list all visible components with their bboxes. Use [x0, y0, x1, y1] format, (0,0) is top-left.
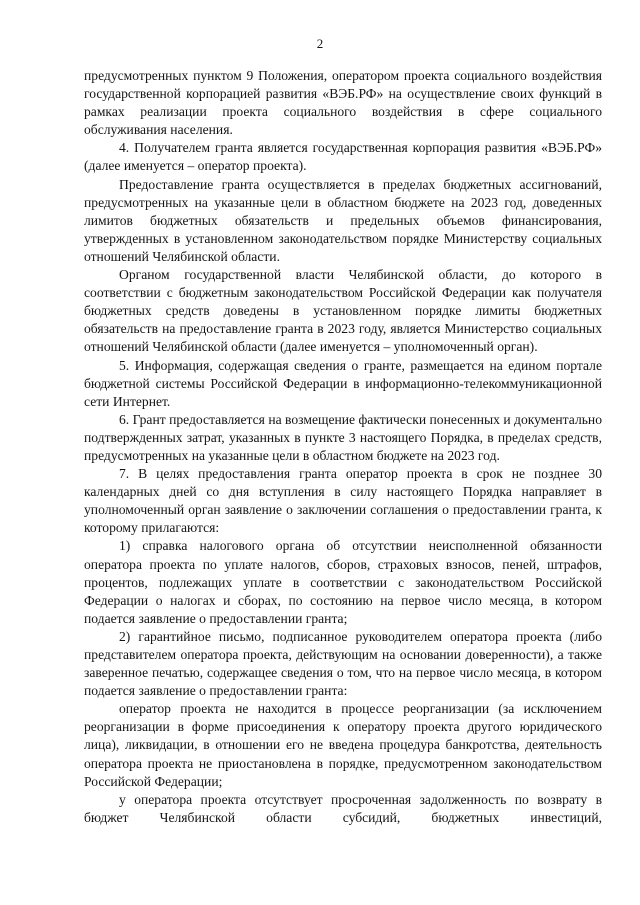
paragraph-reorganization: оператор проекта не находится в процессе реорганизации (за исключением реорганизации в форме присоединения к оператору проекта другого юридического лица), ликвидации, в отношении его не введена процедура банкротства, деятельность оператора проекта не приостановлена в порядке, предусмотренном законодательством Российской Федерации;: [84, 701, 602, 789]
paragraph-item-4: 4. Получателем гранта является государственная корпорация развития «ВЭБ.РФ» (далее именуется – оператор проекта).: [84, 140, 602, 174]
paragraph-debt: у оператора проекта отсутствует просроченная задолженность по возврату в бюджет Челябинской области субсидий, бюджетных инвестиций,: [84, 791, 602, 825]
paragraph-item-6: 6. Грант предоставляется на возмещение фактически понесенных и документально подтвержденных затрат, указанных в пункте 3 настоящего Порядка, в пределах средств, предусмотренных на указанные цели в областном бюджете на 2023 год.: [84, 411, 602, 463]
paragraph-item-5: 5. Информация, содержащая сведения о гранте, размещается на едином портале бюджетной системы Российской Федерации в информационно-телекоммуникационной сети Интернет.: [84, 357, 602, 409]
page-number: 2: [316, 36, 324, 51]
paragraph-subitem-2: 2) гарантийное письмо, подписанное руководителем оператора проекта (либо представителем оператора проекта, действующим на основании доверенности), а также заверенное печатью, содержащее сведения о том, что на первое число месяца, в котором подается заявление о предоставлении гранта:: [84, 628, 602, 699]
paragraph-funding: Предоставление гранта осуществляется в пределах бюджетных ассигнований, предусмотренных на указанные цели в областном бюджете на 2023 год, доведенных лимитов бюджетных обязательств и предельных объемов финансирования, утвержденных в установленном законодательством порядке Министерству социальных отношений Челябинской области.: [84, 176, 602, 264]
paragraph-continuation: предусмотренных пунктом 9 Положения, оператором проекта социального воздействия государственной корпорацией развития «ВЭБ.РФ» на осуществление своих функций в рамках реализации проекта социального воздействия в сфере социального обслуживания населения.: [84, 68, 602, 138]
document-body: [84, 67, 602, 827]
paragraph-item-7: 7. В целях предоставления гранта оператор проекта в срок не позднее 30 календарных дней со дня вступления в силу настоящего Порядка направляет в уполномоченный орган заявление о заключении соглашения о предоставлении гранта, к которому прилагаются:: [84, 466, 602, 536]
paragraph-authorized-body: Органом государственной власти Челябинской области, до которого в соответствии с бюджетным законодательством Российской Федерации как получателя бюджетных средств доведены в установленном порядке лимиты бюджетных обязательств на предоставление гранта в 2023 году, является Министерство социальных отношений Челябинской области (далее именуется – уполномоченный орган).: [84, 267, 602, 355]
paragraph-subitem-1: 1) справка налогового органа об отсутствии неисполненной обязанности оператора проекта по уплате налогов, сборов, страховых взносов, пеней, штрафов, процентов, подлежащих уплате в соответствии с законодательством Российской Федерации о налогах и сборах, по состоянию на первое число месяца, в котором подается заявление о предоставлении гранта;: [84, 538, 602, 626]
